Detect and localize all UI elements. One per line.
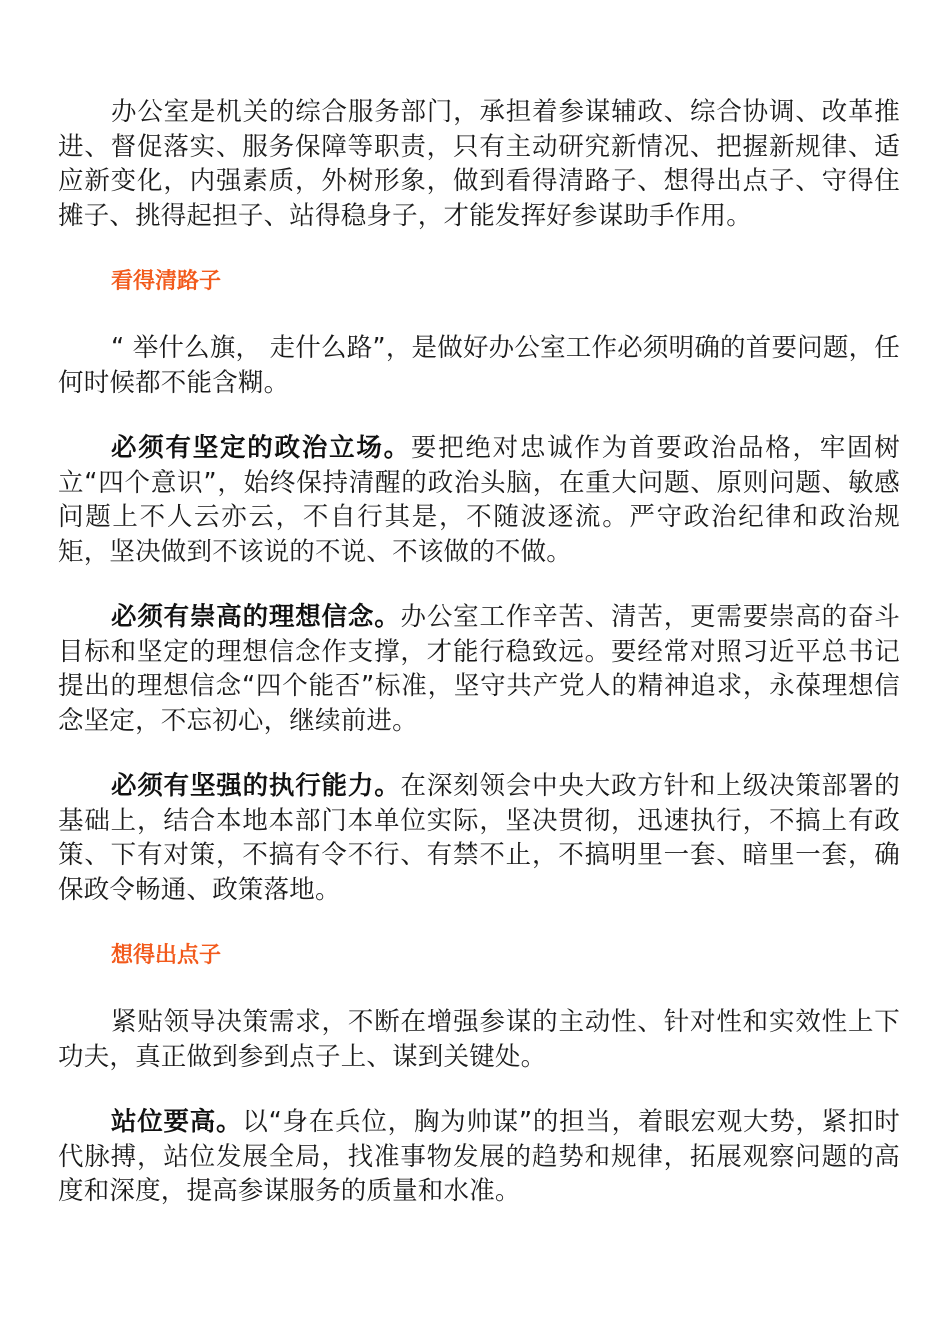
point-text: 要把绝对忠诚作为首要政治品格，牢固树立“四个意识”，始终保持清醒的政治头脑，在重大问题、原则问题、敏感问题上不人云亦云，不自行其是，不随波逐流。严守政治纪律和政治规矩，坚决做到不该说的不说、不该做的不做。 <box>58 433 901 567</box>
point-lead: 必须有崇高的理想信念。 <box>111 602 401 632</box>
point-text: 在深刻领会中央大政方针和上级决策部署的基础上，结合本地本部门本单位实际，坚决贯彻，迅速执行，不搞上有政策、下有对策，不搞有令不行、有禁不止，不搞明里一套、暗里一套，确保政令畅通、政策落地。 <box>58 771 900 905</box>
point-paragraph <box>58 600 900 738</box>
spacer <box>58 233 900 265</box>
spacer <box>58 400 900 431</box>
point-text: 以“身在兵位，胸为帅谋”的担当，着眼宏观大势，紧扣时代脉搏，站位发展全局，找准事物发展的趋势和规律，拓展观察问题的高度和深度，提高参谋服务的质量和水准。 <box>58 1107 900 1206</box>
section2-intro-paragraph: 紧贴领导决策需求，不断在增强参谋的主动性、针对性和实效性上下功夫，真正做到参到点子上、谋到关键处。 <box>58 1007 900 1072</box>
intro-paragraph: 办公室是机关的综合服务部门，承担着参谋辅政、综合协调、改革推进、督促落实、服务保障等职责，只有主动研究新情况、把握新规律、适应新变化，内强素质，外树形象，做到看得清路子、想得出点子、守得住摊子、挑得起担子、站得稳身子，才能发挥好参谋助手作用。 <box>58 97 900 231</box>
point-text: 办公室工作辛苦、清苦，更需要崇高的奋斗目标和坚定的理想信念作支撑，才能行稳致远。要经常对照习近平总书记提出的理想信念“四个能否”标准，坚守共产党人的精神追求，永葆理想信念坚定，不忘初心，继续前进。 <box>58 602 900 736</box>
point-paragraph <box>58 431 900 569</box>
section-heading-2: 想得出点子 <box>111 943 222 968</box>
document-page <box>58 95 900 1209</box>
spacer <box>58 907 900 939</box>
section1-intro-paragraph: “ 举什么旗， 走什么路”，是做好办公室工作必须明确的首要问题，任何时候都不能含糊。 <box>58 333 900 398</box>
spacer <box>58 299 900 331</box>
spacer <box>58 973 900 1005</box>
point-lead: 站位要高。 <box>111 1107 243 1137</box>
spacer <box>58 569 900 600</box>
point-lead: 必须有坚定的政治立场。 <box>111 433 411 463</box>
point-paragraph <box>58 1105 900 1209</box>
spacer <box>58 738 900 769</box>
section-heading-1: 看得清路子 <box>111 269 222 294</box>
spacer <box>58 1074 900 1105</box>
point-lead: 必须有坚强的执行能力。 <box>111 771 401 801</box>
point-paragraph <box>58 769 900 907</box>
